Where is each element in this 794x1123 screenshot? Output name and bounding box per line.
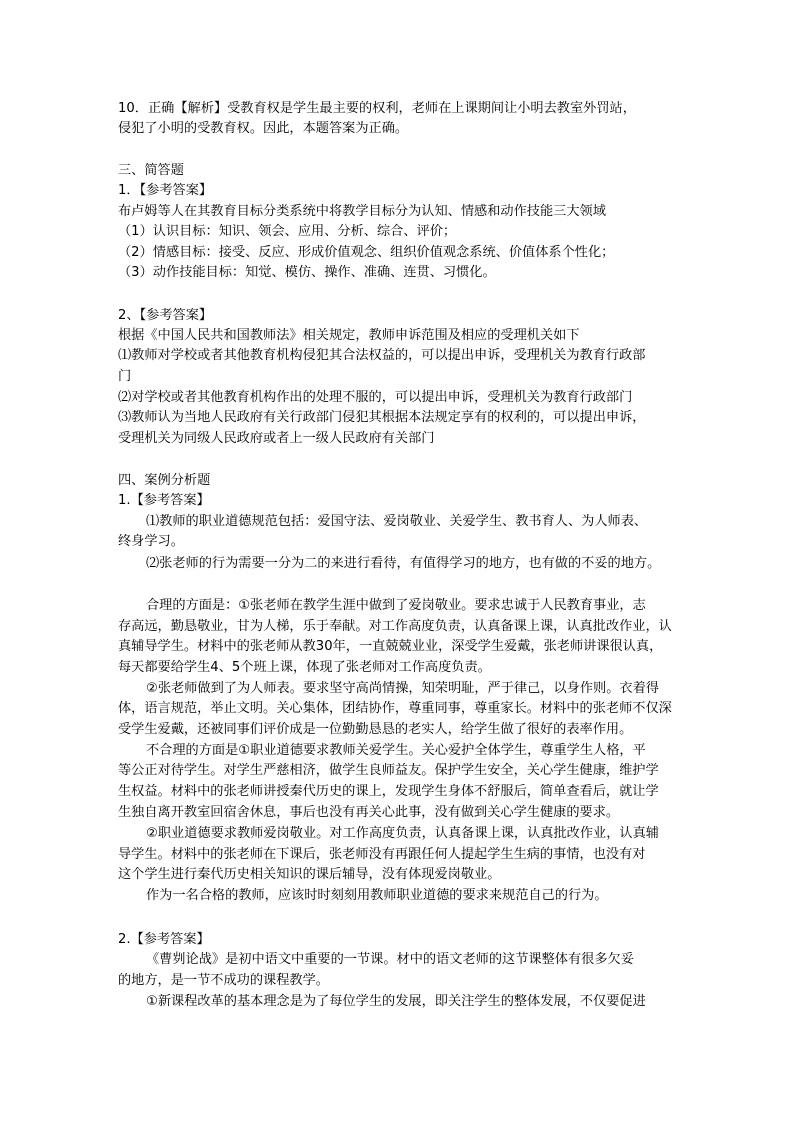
paragraph-line: 合理的方面是：①张老师在教学生涯中做到了爱岗敬业。要求忠诚于人民教育事业，志 [146,598,646,613]
paragraph-line: 这个学生进行秦代历史相关知识的课后辅导，没有体现爱岗敬业。 [118,867,501,882]
paragraph-line: 《曹刿论战》是初中语文中重要的一节课。材中的语文老师的这节课整体有很多欠妥 [146,952,634,967]
list-item: （3）动作技能目标：知觉、模仿、操作、准确、连贯、习惯化。 [118,265,496,280]
list-item-continued: 受理机关为同级人民政府或者上一级人民政府有关部门 [118,431,435,446]
paragraph-line: 受学生爱戴，还被同事们评价成是一位勤勤恳恳的老实人，给学生做了很好的表率作用。 [118,722,633,737]
paragraph-line: 根据《中国人民共和国教师法》相关规定，教师申诉范围及相应的受理机关如下 [118,328,580,343]
paragraph-line: 存高远，勤恳敬业，甘为人梯，乐于奉献。对工作高度负责，认真备课上课，认真批改作业，认 [118,619,672,634]
section-heading-case-analysis: 四、案例分析题 [118,473,211,488]
paragraph-line: 作为一名合格的教师，应该时时刻刻用教师职业道德的要求来规范自己的行为。 [146,888,608,903]
paragraph-line: 生权益。材料中的张老师讲授秦代历史的课上，发现学生身体不舒服后，简单查看后，就让学 [118,784,659,799]
paragraph-line: ①新课程改革的基本理念是为了每位学生的发展，即关注学生的整体发展，不仅要促进 [146,994,646,1009]
list-item-continued: 门 [118,369,132,384]
list-item: ⑵对学校或者其他教育机构作出的处理不服的，可以提出申诉，受理机关为教育行政部门 [118,390,633,405]
short-answer-2-heading: 2、【参考答案】 [118,308,213,323]
paragraph-line: 终身学习。 [118,534,184,549]
paragraph-line: 布卢姆等人在其教育目标分类系统中将教学目标分为认知、情感和动作技能三大领域 [118,204,606,219]
list-item: ⑴教师对学校或者其他教育机构侵犯其合法权益的，可以提出申诉，受理机关为教育行政部 [118,348,646,363]
short-answer-1-heading: 1．【参考答案】 [118,183,213,198]
list-item: （2）情感目标：接受、反应、形成价值观念、组织价值观念系统、价值体系个性化； [118,245,615,260]
paragraph-line: 真辅导学生。材料中的张老师从教30年，一直兢兢业业，深受学生爱戴，张老师讲课很认真， [118,639,663,654]
paragraph-line: 体，语言规范，举止文明。关心集体，团结协作，尊重同事，尊重家长。材料中的张老师不仅深 [118,701,672,716]
answer-10-line-1: 10．正确【解析】受教育权是学生最主要的权利，老师在上课期间让小明去教室外罚站， [118,101,636,116]
paragraph-line: 生独自离开教室回宿舍休息，事后也没有再关心此事，没有做到关心学生健康的要求。 [118,805,620,820]
answer-10-line-2: 侵犯了小明的受教育权。因此，本题答案为正确。 [118,121,409,136]
paragraph-line: ②职业道德要求教师爱岗敬业。对工作高度负责，认真备课上课，认真批改作业，认真辅 [146,826,659,841]
paragraph-line: 不合理的方面是①职业道德要求教师关爱学生。关心爱护全体学生，尊重学生人格，平 [146,743,646,758]
paragraph-line: ②张老师做到了为人师表。要求坚守高尚情操，知荣明耻，严于律己，以身作则。衣着得 [146,681,659,696]
paragraph-line: 每天都要给学生4、5个班上课，体现了张老师对工作高度负责。 [118,660,491,675]
paragraph-line: ⑴教师的职业道德规范包括：爱国守法、爱岗敬业、关爱学生、教书育人、为人师表、 [146,514,648,529]
paragraph-line: 的地方，是一节不成功的课程教学。 [118,973,329,988]
case-2-heading: 2.【参考答案】 [118,932,210,947]
case-1-heading: 1.【参考答案】 [118,493,210,508]
section-heading-short-answer: 三、简答题 [118,163,184,178]
paragraph-line: ⑵张老师的行为需要一分为二的来进行看待，有值得学习的地方，也有做的不妥的地方。 [146,556,661,571]
list-item: （1）认识目标：知识、领会、应用、分析、综合、评价； [118,224,457,239]
list-item: ⑶教师认为当地人民政府有关行政部门侵犯其根据本法规定享有的权利的，可以提出申诉， [118,410,646,425]
paragraph-line: 导学生。材料中的张老师在下课后，张老师没有再跟任何人提起学生生病的事情，也没有对 [118,847,646,862]
paragraph-line: 等公正对待学生。对学生严慈相济，做学生良师益友。保护学生安全，关心学生健康，维护学 [118,763,659,778]
